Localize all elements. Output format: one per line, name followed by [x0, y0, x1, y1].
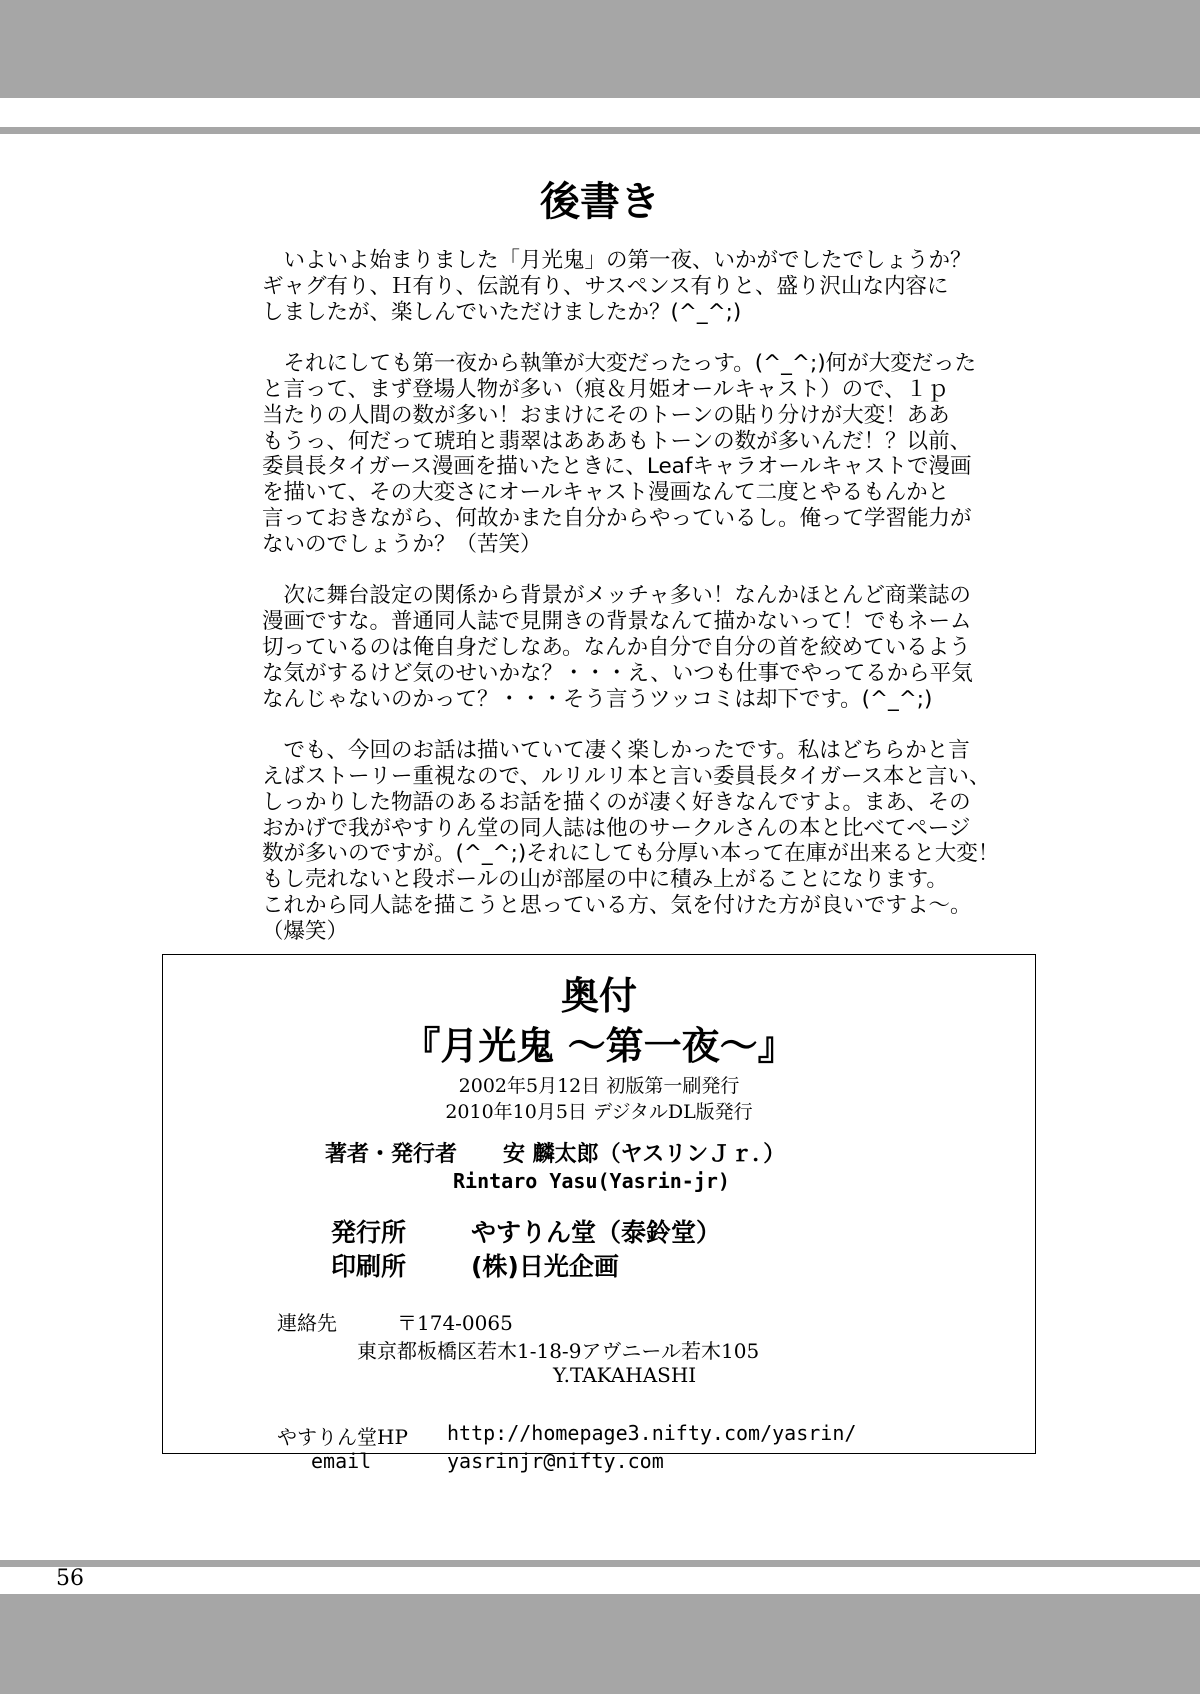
text-line: おかげで我がやすりん堂の同人誌は他のサークルさんの本と比べてページ [262, 815, 971, 841]
bottom-rule [0, 1560, 1200, 1567]
text-line: ないのでしょうか？（苦笑） [262, 531, 542, 557]
text-line: 漫画ですな。普通同人誌で見開きの背景なんて描かないって！でもネーム [262, 609, 972, 635]
text-line: ギャグ有り、Ｈ有り、伝説有り、サスペンス有りと、盛り沢山な内容に [262, 273, 949, 299]
text-line: でも、今回のお話は描いていて凄く楽しかったです。私はどちらかと言 [262, 738, 970, 764]
text-line: えばストーリー重視なので、ルリルリ本と言い委員長タイガース本と言い、 [262, 763, 991, 789]
text-line: 数が多いのですが。(^_^;)それにしても分厚い本って在庫が出来ると大変！ [262, 841, 1000, 867]
afterword-paragraph-3 [262, 583, 973, 712]
text-line: それにしても第一夜から執筆が大変だったっす。(^_^;)何が大変だった [262, 351, 977, 377]
author-roman-name: Rintaro Yasu(Yasrin-jr) [453, 1169, 730, 1193]
text-line: これから同人誌を描こうと思っている方、気を付けた方が良いですよ～。 [262, 892, 972, 918]
author-label: 著者・発行者 [325, 1142, 458, 1167]
printer-line [331, 1247, 619, 1283]
text-line: 委員長タイガース漫画を描いたときに、Leafキャラオールキャストで漫画 [262, 454, 972, 480]
postal-code: 〒174-0065 [397, 1311, 513, 1335]
printer-name: (株)日光企画 [471, 1252, 619, 1281]
printer-label: 印刷所 [331, 1252, 407, 1281]
text-line: しっかりした物語のあるお話を描くのが凄く好きなんですよ。まあ、その [262, 789, 971, 815]
text-line: なんじゃないのかって？・・・そう言うツッコミは却下です。(^_^;) [262, 686, 933, 712]
text-line: しましたが、楽しんでいただけましたか？(^_^;) [262, 299, 742, 325]
email-label: email [311, 1449, 372, 1473]
homepage-url: http://homepage3.nifty.com/yasrin/ [447, 1421, 857, 1445]
afterword-paragraph-2 [262, 351, 977, 557]
colophon-heading: 奥付 [560, 974, 637, 1018]
work-title: 『月光鬼 ～第一夜～』 [402, 1024, 796, 1068]
text-line: もし売れないと段ボールの山が部屋の中に積み上がることになります。 [262, 867, 948, 893]
publisher-line [331, 1213, 721, 1249]
text-line: 切っているのは俺自身だしなあ。なんか自分で自分の首を絞めているよう [262, 634, 971, 660]
text-line: 次に舞台設定の関係から背景がメッチャ多い！なんかほとんど商業誌の [262, 583, 971, 609]
text-line: いよいよ始まりました「月光鬼」の第一夜、いかがでしたでしょうか？ [262, 248, 972, 273]
contact-name: Y.TAKAHASHI [553, 1363, 697, 1387]
author-name: 安 麟太郎（ヤスリンＪｒ．） [503, 1142, 786, 1167]
top-gray-band [0, 0, 1200, 98]
address: 東京都板橋区若木1-18-9アヴニール若木105 [357, 1339, 760, 1363]
text-line: もうっ、何だって琥珀と翡翠はあああもトーンの数が多いんだ！？以前、 [262, 428, 972, 454]
text-line: と言って、まず登場人物が多い（痕＆月姫オールキャスト）ので、１ｐ [262, 376, 949, 402]
text-line: 当たりの人間の数が多い！おまけにそのトーンの貼り分けが大変！ああ [262, 402, 950, 428]
bottom-gray-band [0, 1594, 1200, 1694]
afterword-body [262, 248, 1000, 970]
publisher-label: 発行所 [331, 1218, 407, 1247]
text-line: を描いて、その大変さにオールキャスト漫画なんて二度とやるもんかと [262, 480, 950, 506]
afterword-paragraph-1 [262, 248, 972, 325]
homepage-label: やすりん堂HP [277, 1425, 408, 1449]
colophon-box [162, 954, 1036, 1473]
publisher-name: やすりん堂（泰鈴堂） [471, 1218, 722, 1247]
author-line [325, 1137, 785, 1168]
text-line: 言っておきながら、何故かまた自分からやっているし。俺って学習能力が [262, 505, 972, 531]
afterword-paragraph-4 [262, 738, 1000, 944]
text-line: （爆笑） [262, 918, 349, 944]
digital-edition-date: 2010年10月5日 デジタルDL版発行 [445, 1101, 753, 1123]
page-number: 56 [56, 1566, 84, 1591]
afterword-title: 後書き [540, 179, 660, 225]
email-address: yasrinjr@nifty.com [447, 1449, 664, 1473]
first-edition-date: 2002年5月12日 初版第一刷発行 [458, 1075, 740, 1097]
contact-label: 連絡先 [277, 1311, 337, 1335]
text-line: な気がするけど気のせいかな？・・・え、いつも仕事でやってるから平気 [262, 660, 973, 686]
top-rule [0, 127, 1200, 134]
